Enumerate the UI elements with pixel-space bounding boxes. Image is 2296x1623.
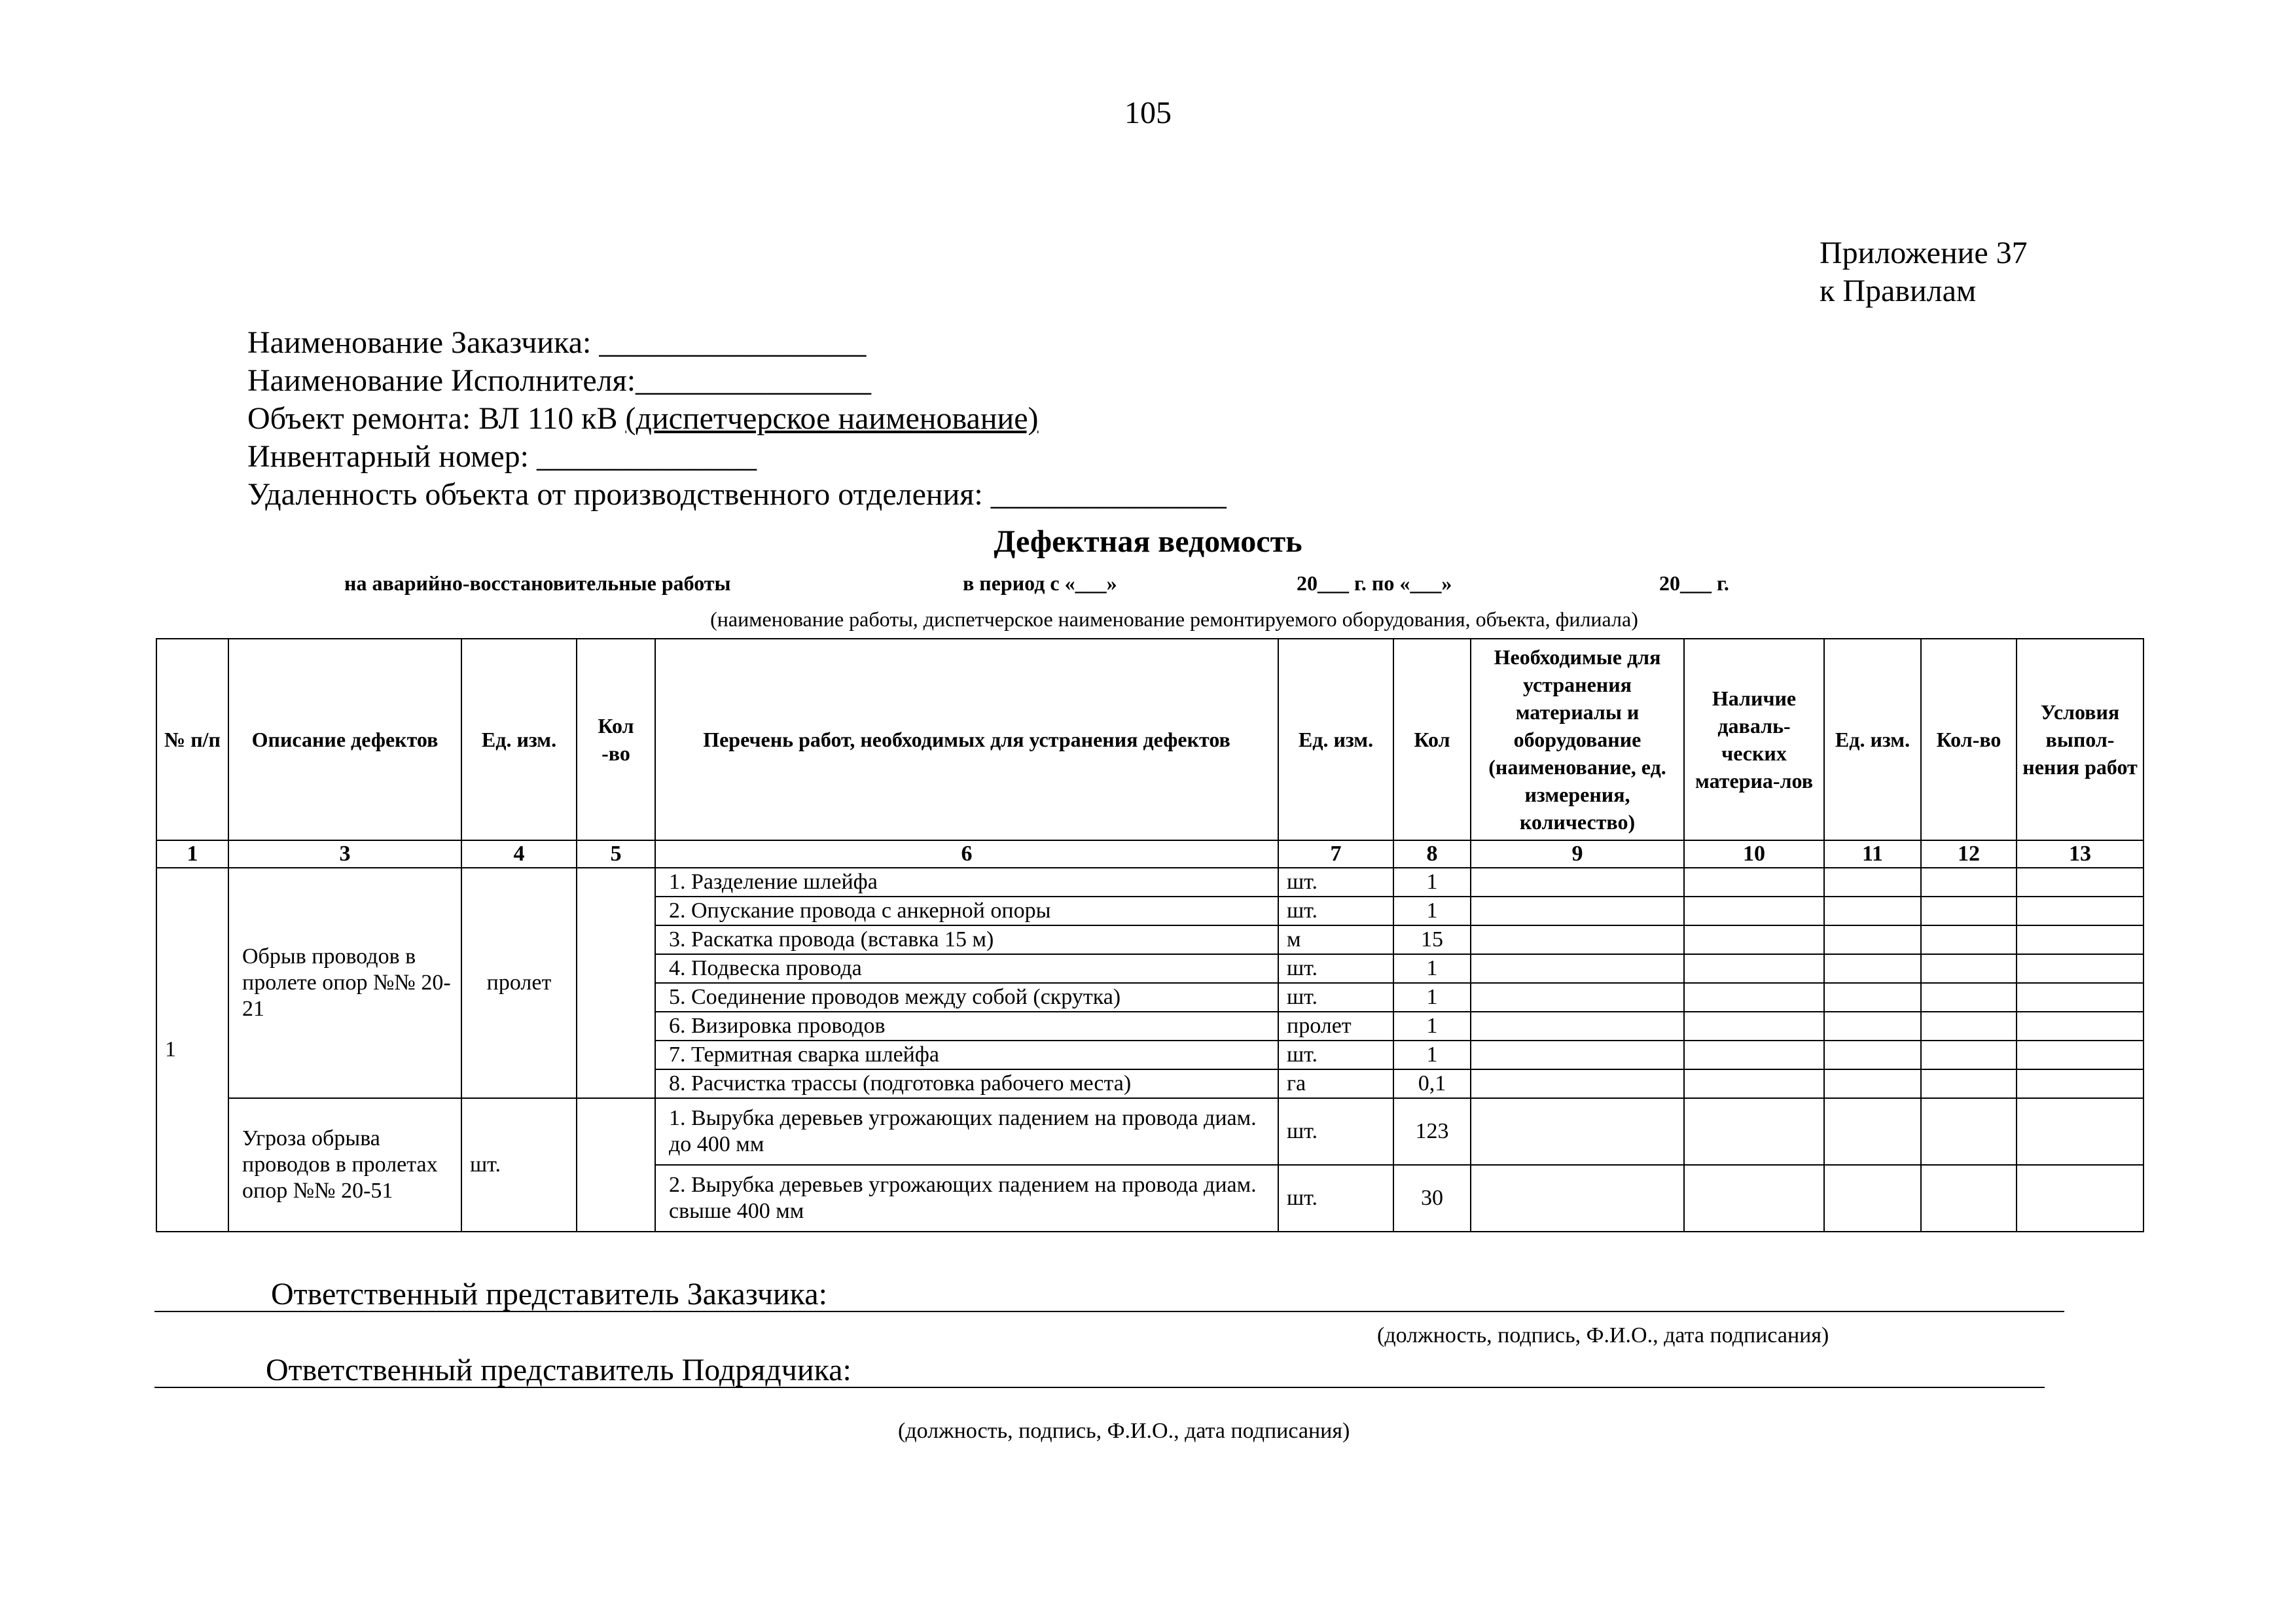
work-unit: шт. xyxy=(1278,1041,1393,1069)
work-type: на аварийно-восстановительные работы xyxy=(344,571,731,595)
empty-cell xyxy=(2017,897,2144,925)
empty-cell xyxy=(1684,983,1824,1012)
work-unit: га xyxy=(1278,1069,1393,1098)
executor-field: Наименование Исполнителя:_______________ xyxy=(247,363,872,398)
column-number: 11 xyxy=(1824,840,1921,868)
empty-cell xyxy=(2017,1098,2144,1165)
subtitle-row xyxy=(344,571,1729,596)
distance-field: Удаленность объекта от производственного отделения: _______________ xyxy=(247,477,1227,512)
work-quantity: 1 xyxy=(1393,983,1471,1012)
empty-cell xyxy=(1684,897,1824,925)
work-item: 1. Разделение шлейфа xyxy=(655,868,1278,897)
column-number: 7 xyxy=(1278,840,1393,868)
table-header-row xyxy=(156,639,2144,840)
empty-cell xyxy=(1684,954,1824,983)
appendix-line-2: к Правилам xyxy=(1820,274,1977,308)
empty-cell xyxy=(1921,1098,2017,1165)
empty-cell xyxy=(1684,1165,1824,1232)
header-material-quantity: Кол-во xyxy=(1921,639,2017,840)
contractor-signature-note: (должность, подпись, Ф.И.О., дата подписания) xyxy=(898,1419,1350,1443)
empty-cell xyxy=(1684,1041,1824,1069)
inventory-number-field: Инвентарный номер: ______________ xyxy=(247,439,757,474)
repair-object-field xyxy=(247,400,1227,438)
row-number: 1 xyxy=(156,868,228,1232)
empty-cell xyxy=(1824,983,1921,1012)
empty-cell xyxy=(1471,1012,1684,1041)
work-quantity: 1 xyxy=(1393,868,1471,897)
customer-signature-line xyxy=(154,1311,2064,1312)
empty-cell xyxy=(2017,1012,2144,1041)
empty-cell xyxy=(2017,1069,2144,1098)
column-number: 3 xyxy=(228,840,461,868)
work-unit: шт. xyxy=(1278,1165,1393,1232)
appendix-reference xyxy=(1820,234,2028,310)
work-item: 6. Визировка проводов xyxy=(655,1012,1278,1041)
header-fields xyxy=(247,324,1227,514)
empty-cell xyxy=(2017,925,2144,954)
header-work-conditions: Условия выпол-нения работ xyxy=(2017,639,2144,840)
work-unit: шт. xyxy=(1278,868,1393,897)
subtitle-note: (наименование работы, диспетчерское наименование ремонтируемого оборудования, объекта, филиала) xyxy=(710,607,1638,631)
work-item: 8. Расчистка трассы (подготовка рабочего места) xyxy=(655,1069,1278,1098)
period-from: в период с «___» xyxy=(963,571,1117,595)
defect-unit: шт. xyxy=(461,1098,577,1232)
empty-cell xyxy=(1471,1165,1684,1232)
empty-cell xyxy=(1471,1041,1684,1069)
empty-cell xyxy=(1824,868,1921,897)
work-quantity: 30 xyxy=(1393,1165,1471,1232)
work-unit: шт. xyxy=(1278,1098,1393,1165)
defect-description: Угроза обрыва проводов в пролетах опор №№ 20-51 xyxy=(228,1098,461,1232)
work-quantity: 1 xyxy=(1393,1041,1471,1069)
header-number: № п/п xyxy=(156,639,228,840)
header-materials: Необходимые для устранения материалы и оборудование (наименование, ед. измерения, количество) xyxy=(1471,639,1684,840)
period-to: 20___ г. по «___» xyxy=(1297,571,1452,595)
work-item: 4. Подвеска провода xyxy=(655,954,1278,983)
column-number: 5 xyxy=(577,840,655,868)
empty-cell xyxy=(1824,897,1921,925)
header-supplied-materials: Наличие даваль-ческих материа-лов xyxy=(1684,639,1824,840)
empty-cell xyxy=(1824,1012,1921,1041)
defect-description: Обрыв проводов в пролете опор №№ 20-21 xyxy=(228,868,461,1098)
empty-cell xyxy=(1921,1165,2017,1232)
empty-cell xyxy=(1824,1069,1921,1098)
repair-object-label: Объект ремонта: ВЛ 110 кВ xyxy=(247,401,626,436)
empty-cell xyxy=(2017,1041,2144,1069)
empty-cell xyxy=(2017,954,2144,983)
header-quantity: Кол -во xyxy=(577,639,655,840)
empty-cell xyxy=(1824,1098,1921,1165)
work-quantity: 1 xyxy=(1393,954,1471,983)
empty-cell xyxy=(1471,925,1684,954)
column-number: 10 xyxy=(1684,840,1824,868)
empty-cell xyxy=(1921,983,2017,1012)
empty-cell xyxy=(1471,1069,1684,1098)
empty-cell xyxy=(1824,1165,1921,1232)
header-work-quantity: Кол xyxy=(1393,639,1471,840)
column-number: 12 xyxy=(1921,840,2017,868)
empty-cell xyxy=(1471,983,1684,1012)
work-unit: шт. xyxy=(1278,897,1393,925)
empty-cell xyxy=(1921,897,2017,925)
column-number: 9 xyxy=(1471,840,1684,868)
empty-cell xyxy=(1921,954,2017,983)
work-unit: шт. xyxy=(1278,954,1393,983)
page-number: 105 xyxy=(1124,96,1172,130)
work-quantity: 123 xyxy=(1393,1098,1471,1165)
work-item: 3. Раскатка провода (вставка 15 м) xyxy=(655,925,1278,954)
work-quantity: 15 xyxy=(1393,925,1471,954)
empty-cell xyxy=(1684,925,1824,954)
work-unit: м xyxy=(1278,925,1393,954)
column-number: 6 xyxy=(655,840,1278,868)
work-quantity: 1 xyxy=(1393,1012,1471,1041)
repair-object-dispatch-name: (диспетчерское наименование) xyxy=(625,401,1039,436)
empty-cell xyxy=(1921,1041,2017,1069)
empty-cell xyxy=(1684,1098,1824,1165)
document-title: Дефектная ведомость xyxy=(994,524,1302,559)
defect-quantity xyxy=(577,1098,655,1232)
empty-cell xyxy=(1824,1041,1921,1069)
header-work-unit: Ед. изм. xyxy=(1278,639,1393,840)
empty-cell xyxy=(1471,868,1684,897)
work-item: 7. Термитная сварка шлейфа xyxy=(655,1041,1278,1069)
work-quantity: 0,1 xyxy=(1393,1069,1471,1098)
column-number: 13 xyxy=(2017,840,2144,868)
appendix-line-1: Приложение 37 xyxy=(1820,236,2028,270)
period-year: 20___ г. xyxy=(1659,571,1729,595)
table-row xyxy=(156,868,2144,897)
empty-cell xyxy=(1684,1069,1824,1098)
work-item: 1. Вырубка деревьев угрожающих падением на провода диам. до 400 мм xyxy=(655,1098,1278,1165)
contractor-signature-line xyxy=(154,1387,2045,1388)
empty-cell xyxy=(1471,1098,1684,1165)
customer-field: Наименование Заказчика: _________________ xyxy=(247,325,867,360)
empty-cell xyxy=(1824,954,1921,983)
table-row xyxy=(156,1098,2144,1165)
empty-cell xyxy=(1921,925,2017,954)
empty-cell xyxy=(1471,954,1684,983)
column-numbers-row xyxy=(156,840,2144,868)
customer-representative-label: Ответственный представитель Заказчика: xyxy=(271,1277,827,1311)
empty-cell xyxy=(2017,868,2144,897)
customer-signature-note: (должность, подпись, Ф.И.О., дата подписания) xyxy=(1377,1323,1829,1347)
empty-cell xyxy=(1921,1069,2017,1098)
empty-cell xyxy=(1471,897,1684,925)
column-number: 4 xyxy=(461,840,577,868)
empty-cell xyxy=(1824,925,1921,954)
header-material-unit: Ед. изм. xyxy=(1824,639,1921,840)
column-number: 8 xyxy=(1393,840,1471,868)
empty-cell xyxy=(1684,868,1824,897)
contractor-representative-label: Ответственный представитель Подрядчика: xyxy=(266,1353,852,1387)
work-item: 2. Опускание провода с анкерной опоры xyxy=(655,897,1278,925)
header-unit: Ед. изм. xyxy=(461,639,577,840)
header-works-list: Перечень работ, необходимых для устранения дефектов xyxy=(655,639,1278,840)
header-defect-description: Описание дефектов xyxy=(228,639,461,840)
empty-cell xyxy=(2017,983,2144,1012)
column-number: 1 xyxy=(156,840,228,868)
empty-cell xyxy=(2017,1165,2144,1232)
work-unit: шт. xyxy=(1278,983,1393,1012)
defect-quantity xyxy=(577,868,655,1098)
work-item: 5. Соединение проводов между собой (скрутка) xyxy=(655,983,1278,1012)
work-unit: пролет xyxy=(1278,1012,1393,1041)
empty-cell xyxy=(1684,1012,1824,1041)
work-item: 2. Вырубка деревьев угрожающих падением на провода диам. свыше 400 мм xyxy=(655,1165,1278,1232)
defect-unit: пролет xyxy=(461,868,577,1098)
work-quantity: 1 xyxy=(1393,897,1471,925)
defects-table xyxy=(156,638,2144,1232)
empty-cell xyxy=(1921,868,2017,897)
empty-cell xyxy=(1921,1012,2017,1041)
